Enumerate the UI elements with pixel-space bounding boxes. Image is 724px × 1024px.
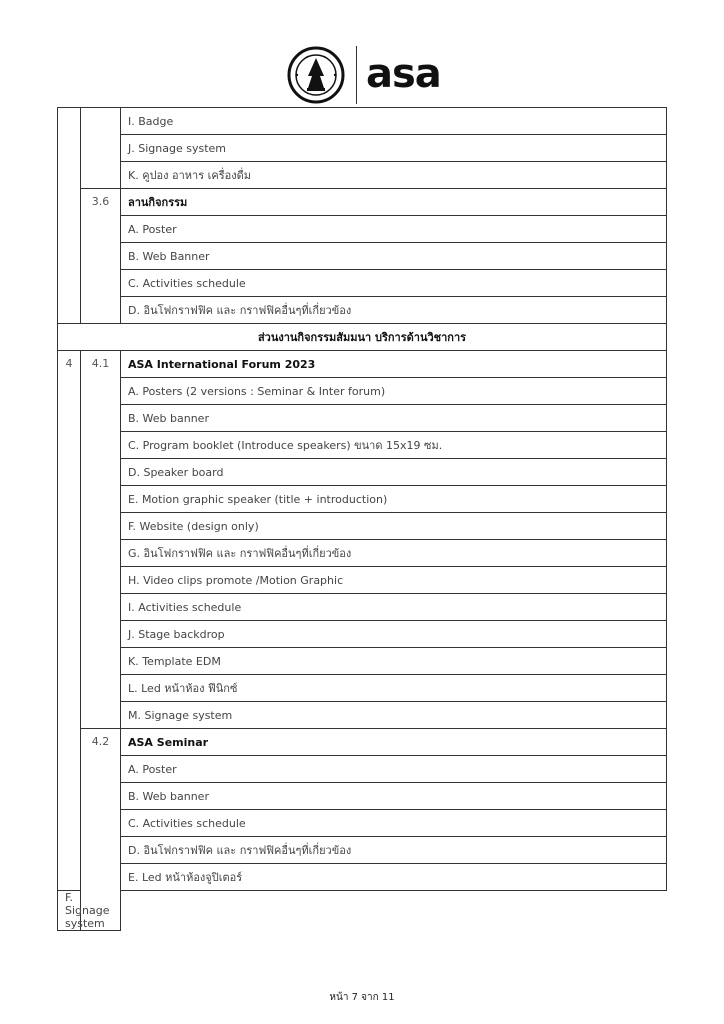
list-item: A. Poster xyxy=(121,216,667,243)
list-item: I. Badge xyxy=(121,108,667,135)
list-item: F. Signage system xyxy=(58,891,81,931)
list-item: J. Stage backdrop xyxy=(121,621,667,648)
list-item: M. Signage system xyxy=(121,702,667,729)
table-row xyxy=(58,756,667,783)
table-row xyxy=(58,891,667,931)
list-item: G. อินโฟกราฟฟิค และ กราฟฟิคอื่นๆที่เกี่ยวข้อง xyxy=(121,540,667,567)
table-row xyxy=(58,837,667,864)
table-row xyxy=(58,243,667,270)
table-row xyxy=(58,648,667,675)
page-number: หน้า 7 จาก 11 xyxy=(329,992,395,1003)
list-item: D. Speaker board xyxy=(121,459,667,486)
group-title: ASA International Forum 2023 xyxy=(121,351,667,378)
item-number: 3.6 xyxy=(81,189,121,324)
list-item: A. Posters (2 versions : Seminar & Inter forum) xyxy=(121,378,667,405)
table-row xyxy=(58,108,667,135)
item-number: 4 xyxy=(58,351,81,891)
list-item: C. Program booklet (Introduce speakers) ขนาด 15x19 ซม. xyxy=(121,432,667,459)
table-row xyxy=(58,513,667,540)
table-row xyxy=(58,810,667,837)
table-row xyxy=(58,432,667,459)
table-row xyxy=(58,675,667,702)
list-item: D. อินโฟกราฟฟิค และ กราฟฟิคอื่นๆที่เกี่ยวข้อง xyxy=(121,297,667,324)
list-item: L. Led หน้าห้อง ฟีนิกซ์ xyxy=(121,675,667,702)
table-row xyxy=(58,621,667,648)
asa-seal-logo xyxy=(287,46,345,104)
item-number: 4.2 xyxy=(81,729,121,931)
list-item: E. Led หน้าห้องจูปิเตอร์ xyxy=(121,864,667,891)
asa-wordmark: asa xyxy=(366,51,441,97)
list-item: B. Web banner xyxy=(121,783,667,810)
table-row xyxy=(58,135,667,162)
table-row xyxy=(58,405,667,432)
list-item: K. Template EDM xyxy=(121,648,667,675)
table-row xyxy=(58,540,667,567)
header-divider xyxy=(356,46,357,104)
table-row xyxy=(58,378,667,405)
table-row xyxy=(58,864,667,891)
table-row xyxy=(58,702,667,729)
list-item: F. Website (design only) xyxy=(121,513,667,540)
table-row xyxy=(58,459,667,486)
list-item: C. Activities schedule xyxy=(121,270,667,297)
list-item: D. อินโฟกราฟฟิค และ กราฟฟิคอื่นๆที่เกี่ยวข้อง xyxy=(121,837,667,864)
table-row xyxy=(58,351,667,378)
table-row xyxy=(58,783,667,810)
list-item: B. Web banner xyxy=(121,405,667,432)
list-item: B. Web Banner xyxy=(121,243,667,270)
page-header xyxy=(0,44,724,106)
group-title: ASA Seminar xyxy=(121,729,667,756)
list-item: E. Motion graphic speaker (title + introduction) xyxy=(121,486,667,513)
table-row xyxy=(58,567,667,594)
table-row xyxy=(58,486,667,513)
table-row xyxy=(58,729,667,756)
table-row xyxy=(58,162,667,189)
table-row xyxy=(58,270,667,297)
table-row xyxy=(58,594,667,621)
list-item: J. Signage system xyxy=(121,135,667,162)
item-number: 4.1 xyxy=(81,351,121,729)
list-item: H. Video clips promote /Motion Graphic xyxy=(121,567,667,594)
table-row xyxy=(58,189,667,216)
section-title: ส่วนงานกิจกรรมสัมมนา บริการด้านวิชาการ xyxy=(58,324,667,351)
list-item: K. คูปอง อาหาร เครื่องดื่ม xyxy=(121,162,667,189)
table-row xyxy=(58,216,667,243)
section-row xyxy=(58,324,667,351)
group-title: ลานกิจกรรม xyxy=(121,189,667,216)
table-row xyxy=(58,297,667,324)
list-item: I. Activities schedule xyxy=(121,594,667,621)
deliverables-table xyxy=(57,107,667,931)
list-item: A. Poster xyxy=(121,756,667,783)
list-item: C. Activities schedule xyxy=(121,810,667,837)
